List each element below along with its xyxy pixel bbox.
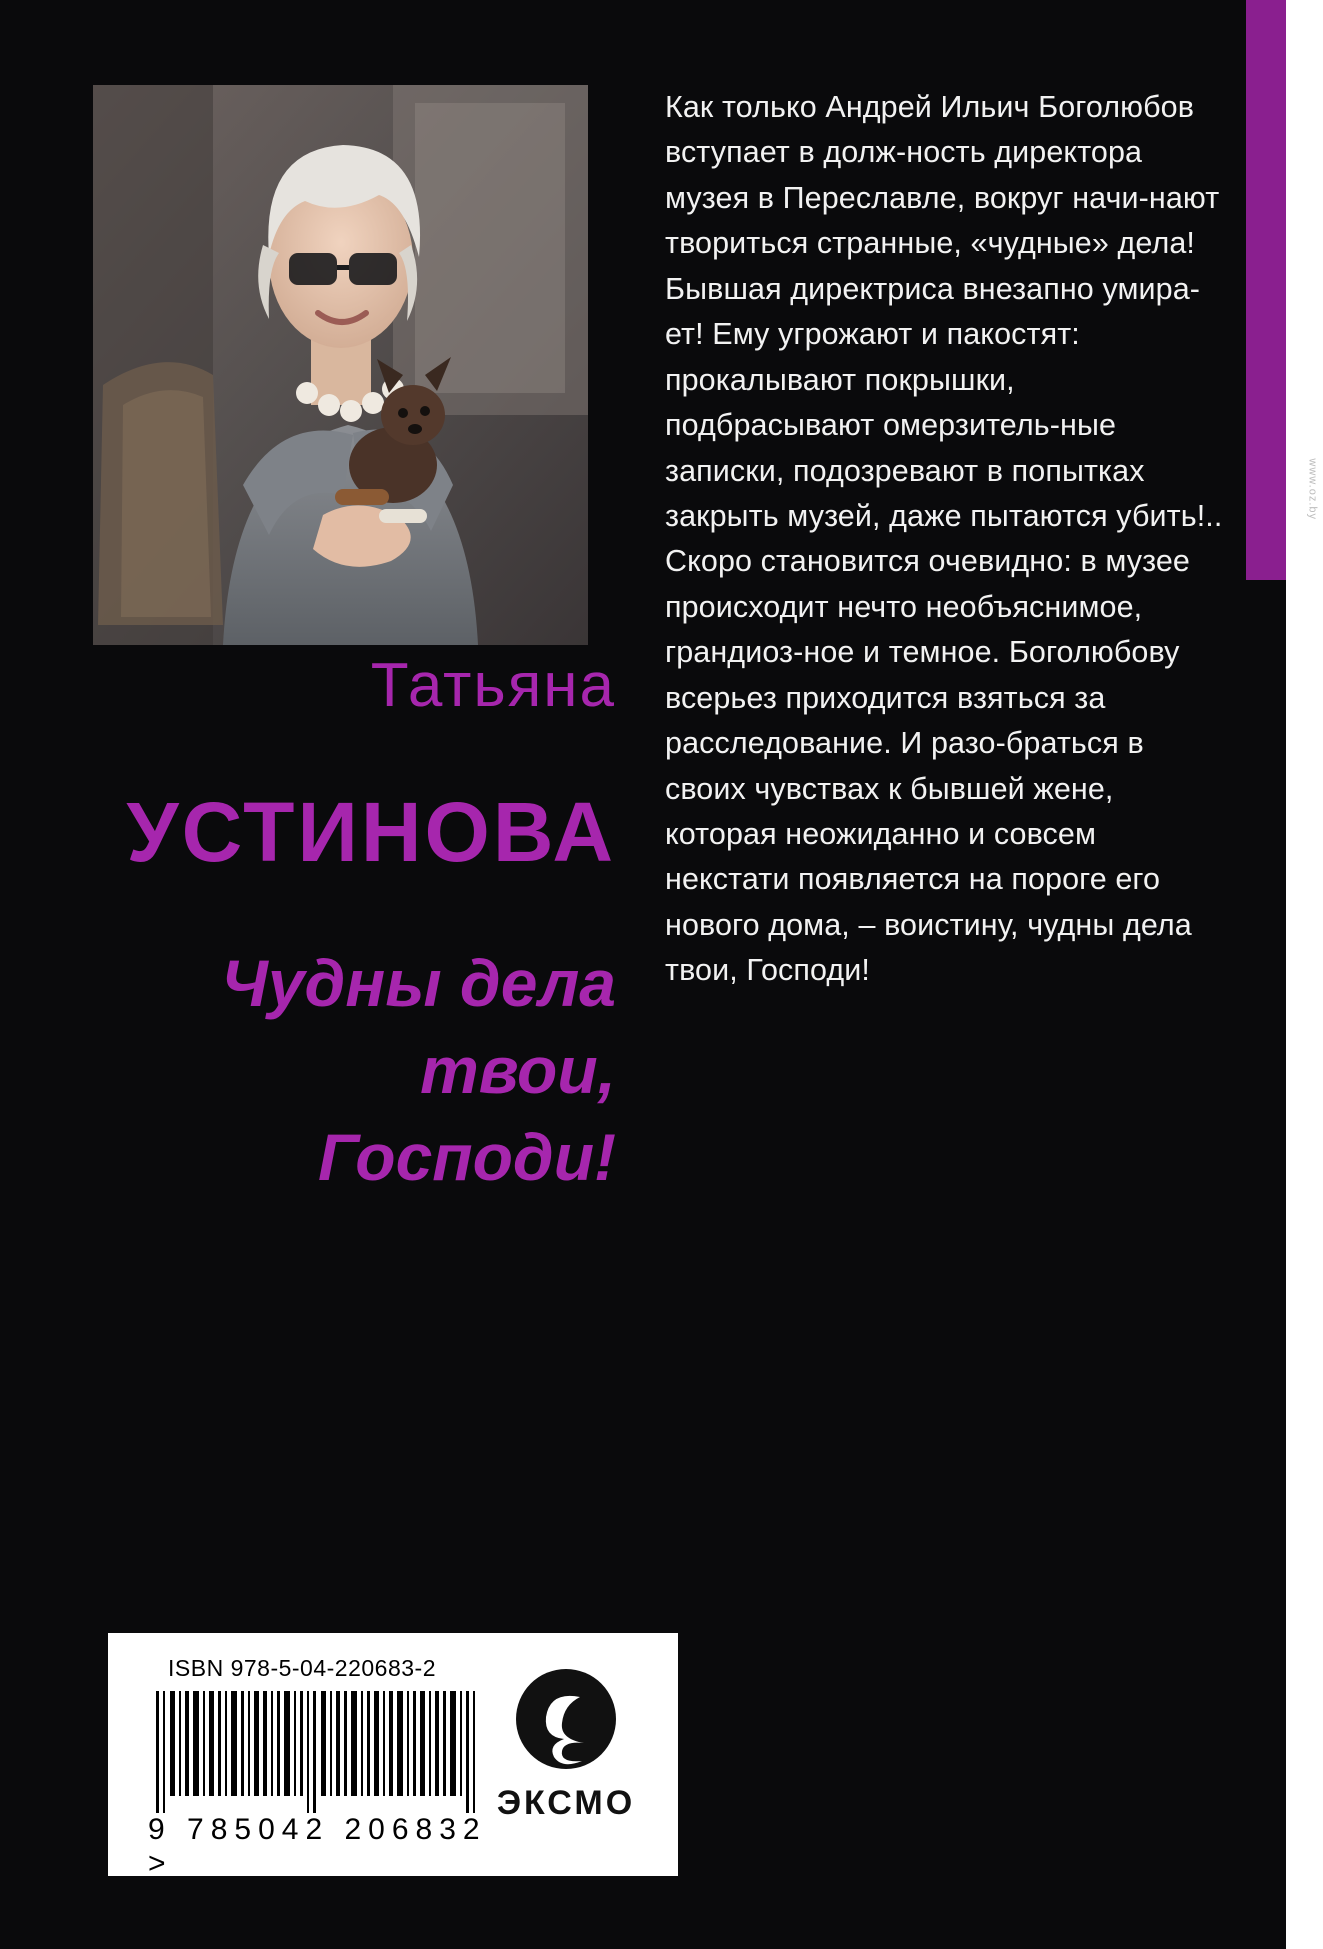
site-watermark: www.oz.by bbox=[1307, 458, 1319, 520]
book-title-line-2: твои, bbox=[420, 1033, 616, 1108]
book-title bbox=[96, 940, 616, 1201]
publisher-name: ЭКСМО bbox=[496, 1784, 636, 1822]
annotation-text: Как только Андрей Ильич Боголюбов вступает в долж-ность директора музея в Переславле, вокруг начи-нают твориться странные, «чудные» дела! Бывшая директриса внезапно умира-ет! Ему угрожают и пакостят: прокалывают покрышки, подбрасывают омерзитель-ные записки, подозревают в попытках закрыть музей, даже пытаются убить!.. Скоро становится очевидно: в музее происходит нечто необъяснимое, грандиоз-ное и темное. Боголюбову всерьез приходится взяться за расследование. И разо-браться в своих чувствах к бывшей жене, которая неожиданно и совсем некстати появляется на пороге его нового дома, – воистину, чудны дела твои, Господи! bbox=[665, 90, 1223, 988]
page-right-margin bbox=[1286, 0, 1323, 1949]
publisher-logo bbox=[476, 1667, 656, 1823]
author-last-name: УСТИНОВА bbox=[126, 785, 616, 879]
barcode-digits: 9 785042 206832 > bbox=[148, 1813, 487, 1880]
book-title-line-1: Чудны дела bbox=[221, 946, 616, 1020]
book-title-line-3: Господи! bbox=[318, 1120, 616, 1195]
spine-strip bbox=[1246, 0, 1286, 580]
barcode-image bbox=[152, 1691, 492, 1813]
barcode-panel bbox=[108, 1633, 678, 1880]
eksmo-logo-icon bbox=[514, 1667, 618, 1771]
isbn-label: ISBN 978-5-04-220683-2 bbox=[168, 1655, 436, 1681]
author-photo bbox=[93, 85, 588, 645]
author-first-name: Татьяна bbox=[370, 651, 616, 720]
